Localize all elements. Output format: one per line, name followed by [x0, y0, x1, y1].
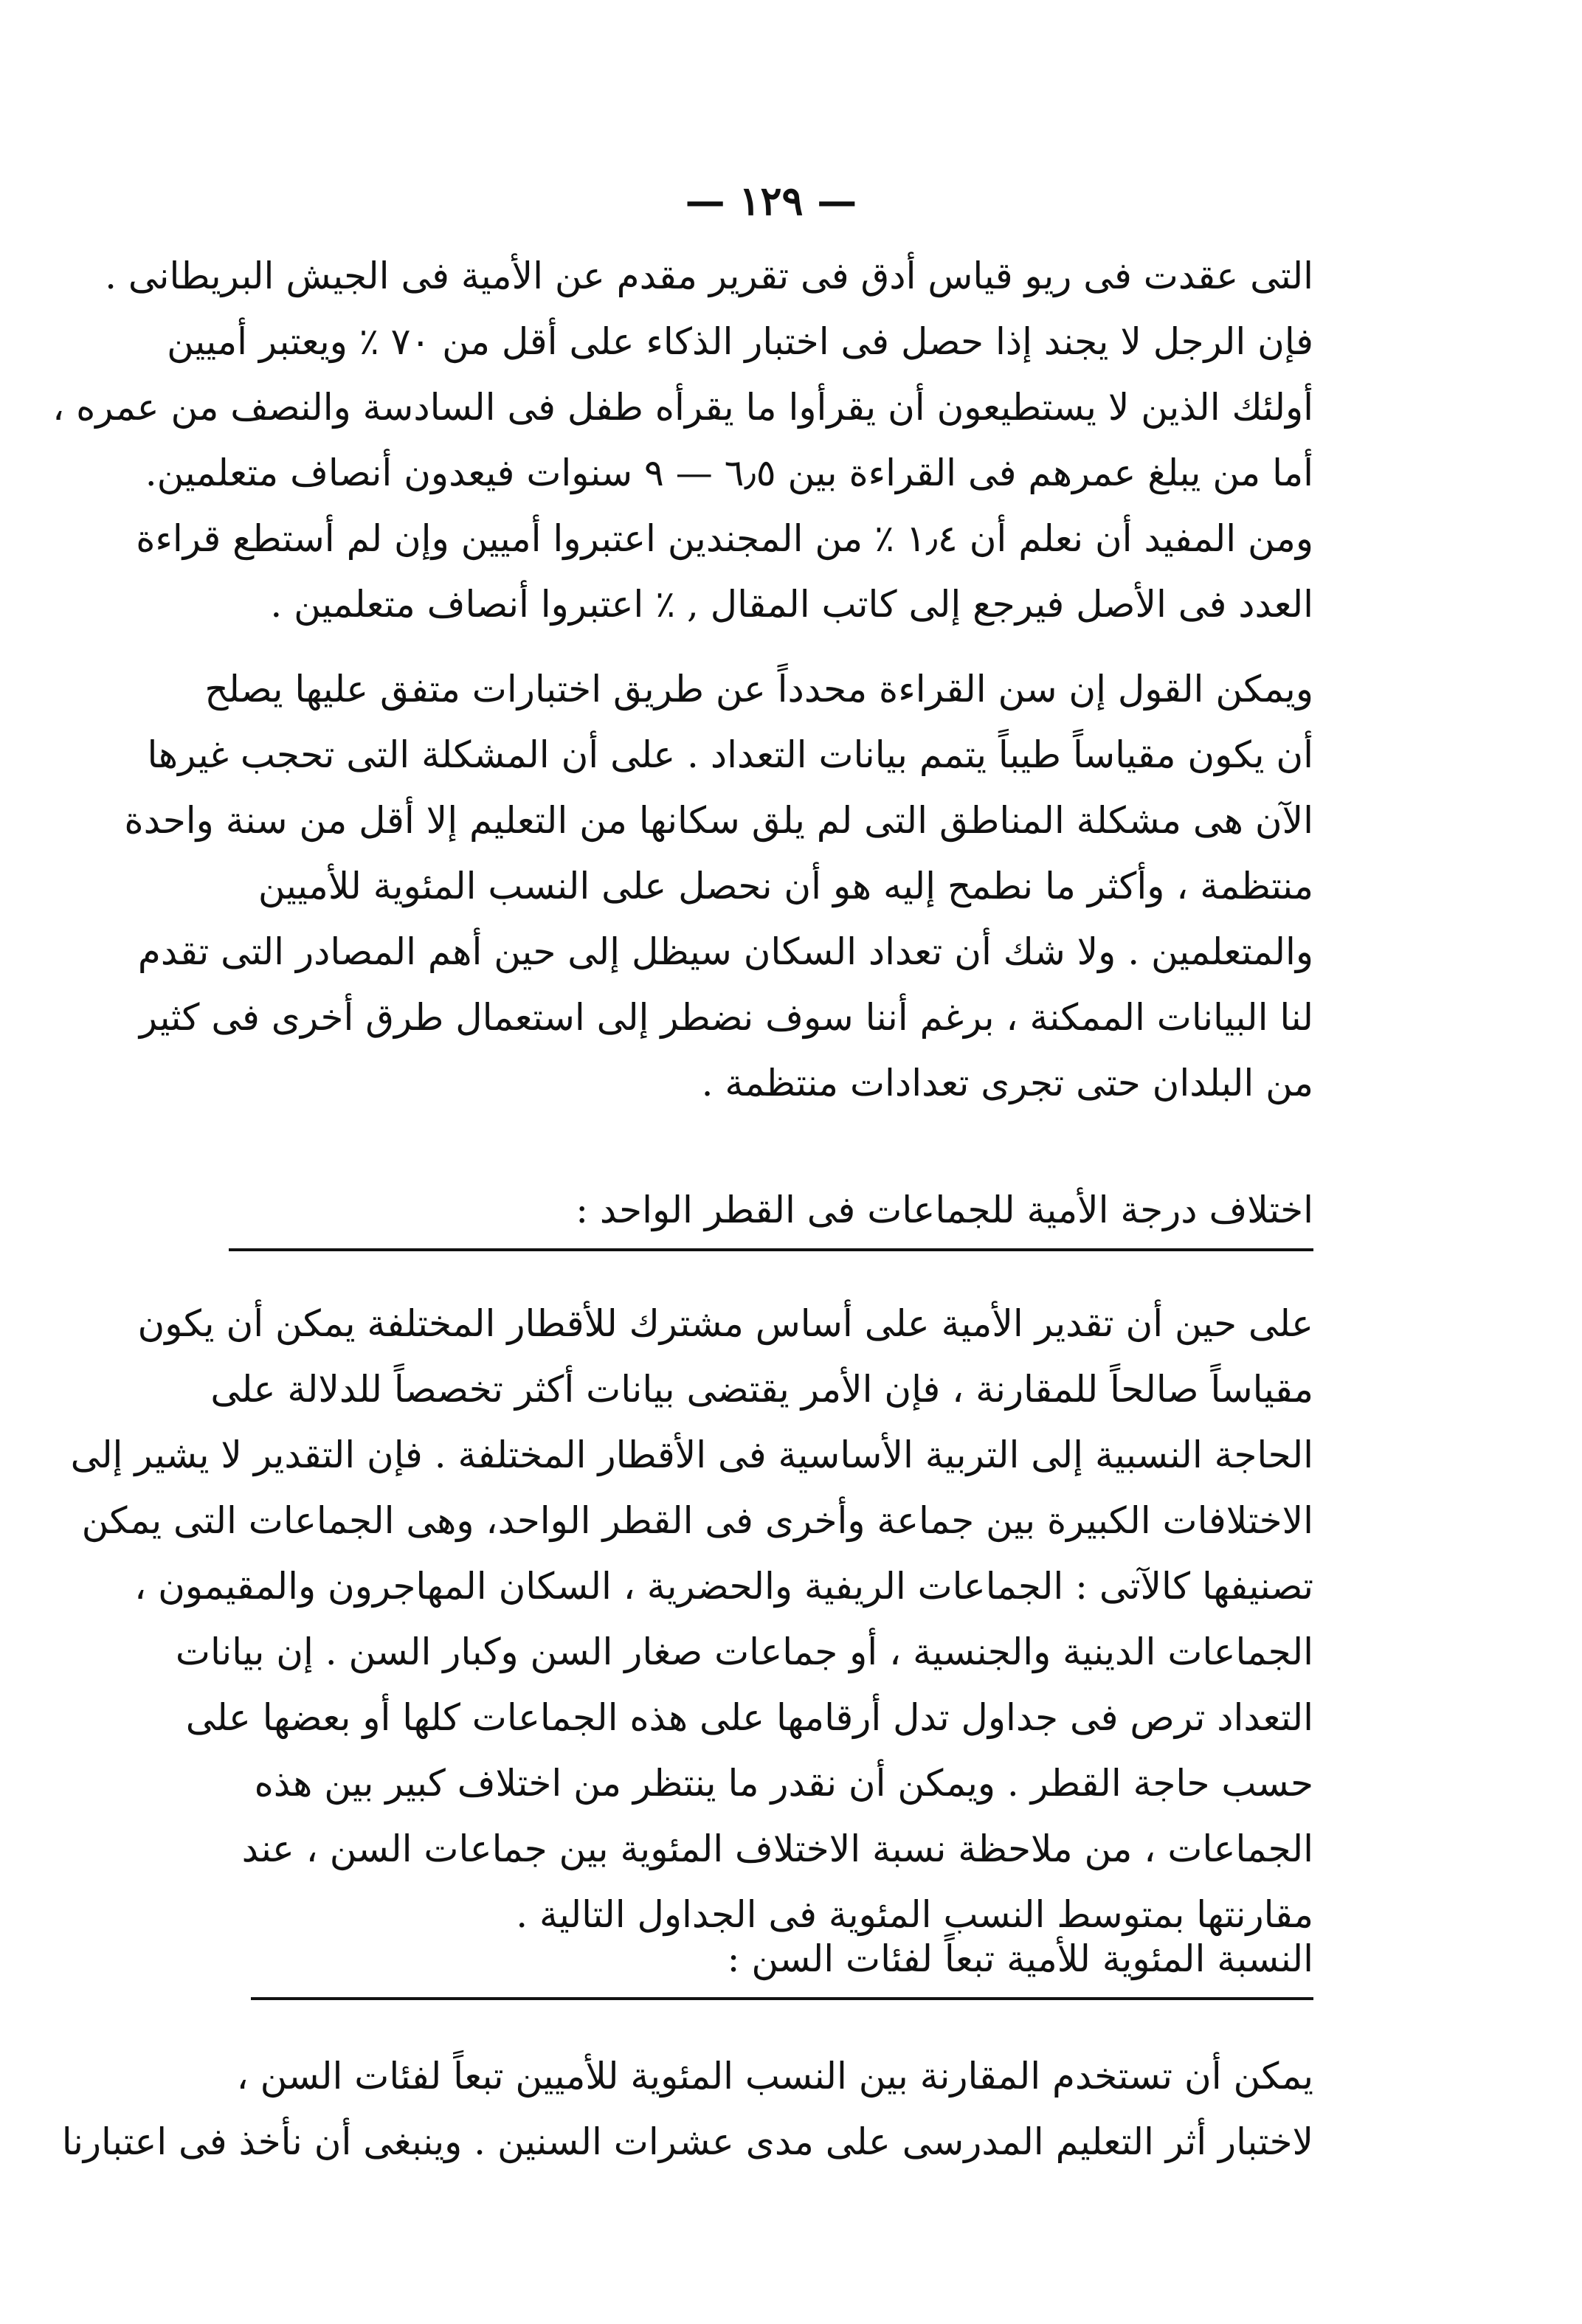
- text-line: فإن الرجل لا يجند إذا حصل فى اختبار الذكاء على أقل من ٧٠ ٪ ويعتبر أميين: [167, 320, 1313, 363]
- page-number: — ١٢٩ —: [685, 177, 857, 224]
- text-line: الحاجة النسبية إلى التربية الأساسية فى الأقطار المختلفة . فإن التقدير لا يشير إلى: [70, 1434, 1313, 1476]
- paragraph-4: [61, 2044, 1313, 2175]
- text-line: من البلدان حتى تجرى تعدادات منتظمة .: [701, 1062, 1313, 1104]
- text-line: مقارنتها بمتوسط النسب المئوية فى الجداول التالية .: [516, 1893, 1313, 1936]
- text-line: أما من يبلغ عمرهم فى القراءة بين ٦٫٥ — ٩ سنوات فيعدون أنصاف متعلمين.: [145, 452, 1313, 494]
- section-heading-age-groups: النسبة المئوية للأمية تبعاً لفئات السن :: [251, 1929, 1313, 2000]
- text-line: ويمكن القول إن سن القراءة محدداً عن طريق اختبارات متفق عليها يصلح: [204, 668, 1313, 710]
- text-line: أولئك الذين لا يستطيعون أن يقرأوا ما يقرأه طفل فى السادسة والنصف من عمره ،: [52, 386, 1313, 429]
- text-line: الاختلافات الكبيرة بين جماعة وأخرى فى القطر الواحد، وهى الجماعات التى يمكن: [81, 1499, 1313, 1542]
- text-line: والمتعلمين . ولا شك أن تعداد السكان سيظل إلى حين أهم المصادر التى تقدم: [137, 930, 1313, 973]
- text-line: مقياساً صالحاً للمقارنة ، فإن الأمر يقتضى بيانات أكثر تخصصاً للدلالة على: [210, 1368, 1313, 1411]
- paragraph-3: [70, 1291, 1313, 1948]
- paragraph-2: [124, 657, 1313, 1116]
- text-line: على حين أن تقدير الأمية على أساس مشترك للأقطار المختلفة يمكن أن يكون: [137, 1302, 1313, 1345]
- text-line: لنا البيانات الممكنة ، برغم أننا سوف نضطر إلى استعمال طرق أخرى فى كثير: [139, 996, 1313, 1039]
- text-line: الجماعات ، من ملاحظة نسبة الاختلاف المئوية بين جماعات السن ، عند: [241, 1827, 1313, 1870]
- text-line: العدد فى الأصل فيرجع إلى كاتب المقال , ٪ اعتبروا أنصاف متعلمين .: [270, 583, 1313, 626]
- text-line: أن يكون مقياساً طيباً يتمم بيانات التعداد . على أن المشكلة التى تحجب غيرها: [147, 733, 1313, 776]
- section-heading-literacy-groups: اختلاف درجة الأمية للجماعات فى القطر الواحد :: [229, 1180, 1313, 1251]
- text-line: منتظمة ، وأكثر ما نطمح إليه هو أن نحصل على النسب المئوية للأميين: [258, 865, 1313, 907]
- text-line: لاختبار أثر التعليم المدرسى على مدى عشرات السنين . وينبغى أن نأخذ فى اعتبارنا: [61, 2120, 1313, 2163]
- text-line: التعداد ترص فى جداول تدل أرقامها على هذه الجماعات كلها أو بعضها على: [185, 1696, 1313, 1739]
- text-line: يمكن أن تستخدم المقارنة بين النسب المئوية للأميين تبعاً لفئات السن ،: [236, 2055, 1313, 2098]
- text-line: تصنيفها كالآتى : الجماعات الريفية والحضرية ، السكان المهاجرون والمقيمون ،: [134, 1565, 1313, 1608]
- paragraph-1: [52, 243, 1313, 637]
- text-line: الجماعات الدينية والجنسية ، أو جماعات صغار السن وكبار السن . إن بيانات: [175, 1630, 1313, 1673]
- text-line: ومن المفيد أن نعلم أن ١٫٤ ٪ من المجندين اعتبروا أميين وإن لم أستطع قراءة: [136, 517, 1313, 560]
- text-line: حسب حاجة القطر . ويمكن أن نقدر ما ينتظر من اختلاف كبير بين هذه: [254, 1762, 1313, 1805]
- text-line: التى عقدت فى ريو قياس أدق فى تقرير مقدم عن الأمية فى الجيش البريطانى .: [105, 255, 1313, 297]
- text-line: الآن هى مشكلة المناطق التى لم يلق سكانها من التعليم إلا أقل من سنة واحدة: [124, 799, 1313, 842]
- document-page: [52, 148, 1313, 2287]
